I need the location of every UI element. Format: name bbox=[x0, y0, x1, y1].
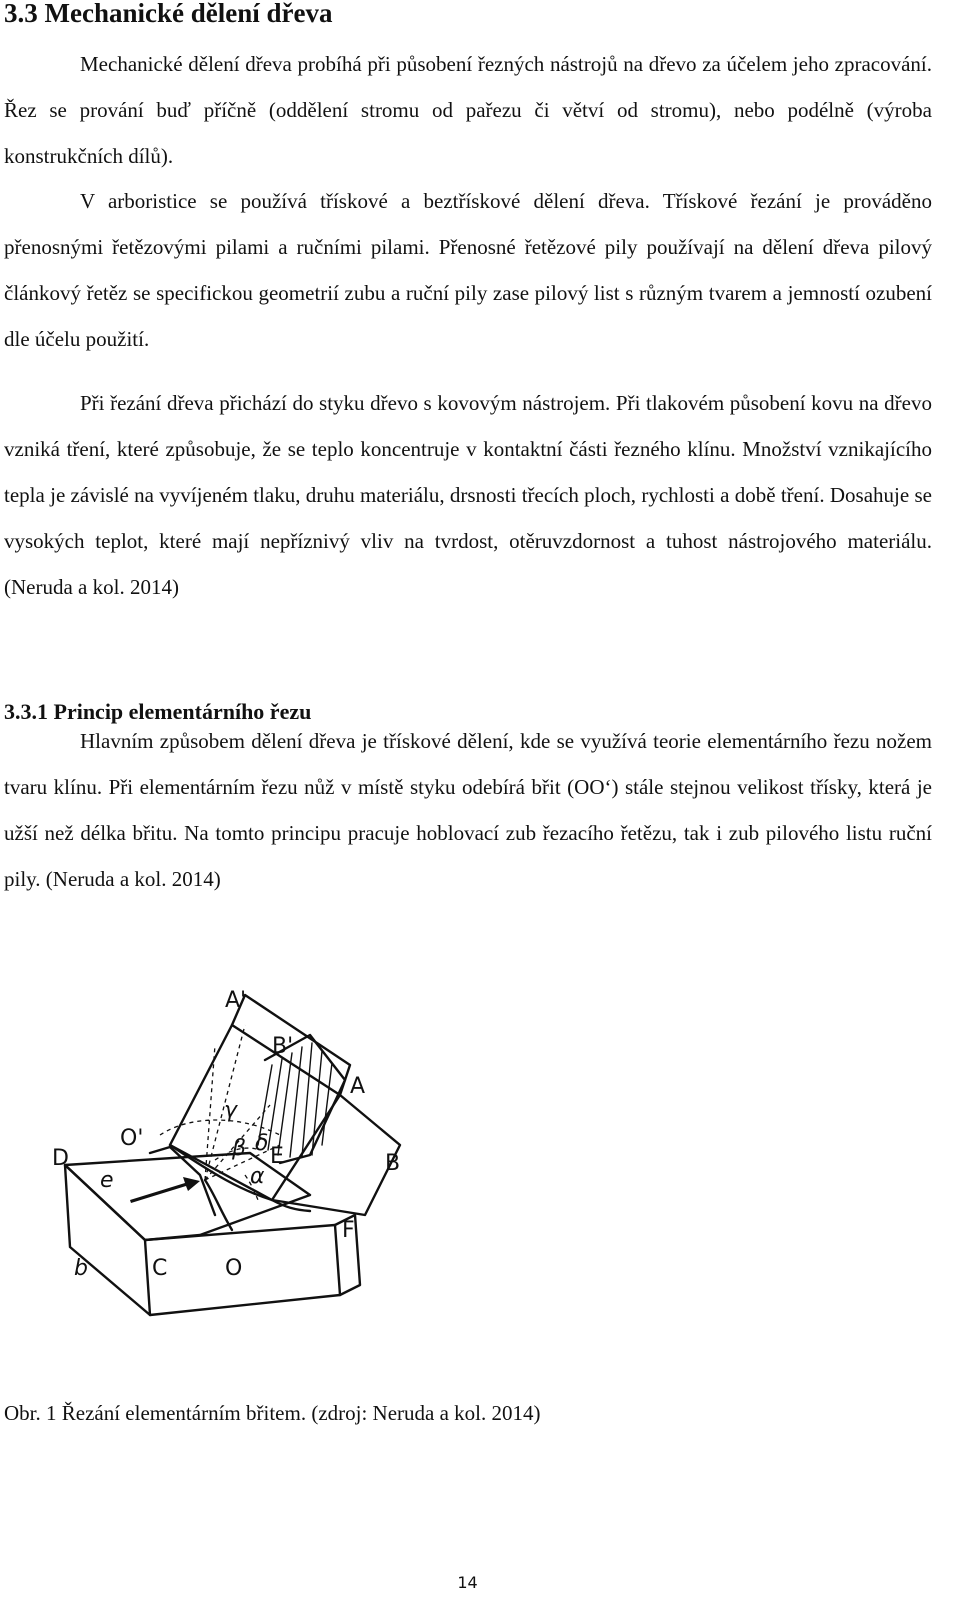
label-F: F bbox=[342, 1218, 355, 1243]
paragraph-text: Mechanické dělení dřeva probíhá při působení řezných nástrojů na dřevo za účelem jeho zpracování. Řez se prování buď příčně (oddělení stromu od pařezu či větví od stromu), nebo podélně (výroba konstrukčních dílů). bbox=[4, 52, 932, 168]
label-e: e bbox=[100, 1168, 114, 1193]
label-O-prime: O' bbox=[120, 1126, 144, 1151]
label-alpha: α bbox=[250, 1164, 265, 1189]
page-number: 14 bbox=[457, 1573, 478, 1592]
chip-hatching bbox=[258, 1043, 332, 1157]
paragraph-text: Při řezání dřeva přichází do styku dřevo s kovovým nástrojem. Při tlakovém působení kovu na dřevo vzniká tření, které způsobuje, že se teplo koncentruje v kontaktní části řezného klínu. Množství vznikajícího tepla je závislé na vyvíjeném tlaku, druhu materiálu, drsnosti třecích ploch, rychlosti a době tření. Dosahuje se vysokých teplot, které mají nepříznivý vliv na tvrdost, otěruvzdornost a tuhost nástrojového materiálu. (Neruda a kol. 2014) bbox=[4, 391, 932, 599]
label-B-prime: B' bbox=[272, 1034, 294, 1059]
paragraph-friction-heat bbox=[4, 380, 932, 610]
paragraph-arboristics bbox=[4, 178, 932, 362]
block-front-face bbox=[145, 1225, 340, 1315]
feed-arrow bbox=[130, 1177, 200, 1203]
label-beta: β bbox=[232, 1136, 247, 1161]
label-A: A bbox=[350, 1074, 366, 1099]
paragraph-elementary-cut bbox=[4, 718, 932, 902]
paragraph-mechanical-division bbox=[4, 41, 932, 179]
elementary-cut-diagram bbox=[10, 985, 610, 1325]
paragraph-text: Hlavním způsobem dělení dřeva je třískové dělení, kde se využívá teorie elementárního řezu nožem tvaru klínu. Při elementárním řezu nůž v místě styku odebírá břit (OO‘) stále stejnou velikost třísky, která je užší než délka břitu. Na tomto principu pracuje hoblovací zub řezacího řetězu, tak i zub pilového listu ruční pily. (Neruda a kol. 2014) bbox=[4, 729, 932, 891]
label-B: B bbox=[385, 1151, 401, 1176]
figure-caption: Obr. 1 Řezání elementárním břitem. (zdroj: Neruda a kol. 2014) bbox=[4, 1401, 541, 1425]
label-E: E bbox=[270, 1144, 284, 1169]
paragraph-text: V arboristice se používá třískové a beztřískové dělení dřeva. Třískové řezání je prováděno přenosnými řetězovými pilami a ručními pilami. Přenosné řetězové pily používají na dělení dřeva pilový článkový řetěz se specifickou geometrií zubu a ruční pily zase pilový list s různým tvarem a jemností ozubení dle účelu použití. bbox=[4, 189, 932, 351]
label-delta: δ bbox=[255, 1131, 269, 1156]
label-O: O bbox=[225, 1256, 243, 1281]
label-b: b bbox=[74, 1256, 88, 1281]
subsection-heading: 3.3.1 Princip elementárního řezu bbox=[4, 699, 312, 724]
section-heading: 3.3 Mechanické dělení dřeva bbox=[4, 0, 333, 28]
label-gamma: γ bbox=[224, 1098, 238, 1123]
knife-side-face bbox=[272, 1095, 400, 1215]
label-D: D bbox=[52, 1146, 69, 1171]
label-C: C bbox=[152, 1256, 168, 1281]
cut-kerf bbox=[205, 1180, 232, 1230]
label-A-prime: A' bbox=[225, 988, 247, 1013]
